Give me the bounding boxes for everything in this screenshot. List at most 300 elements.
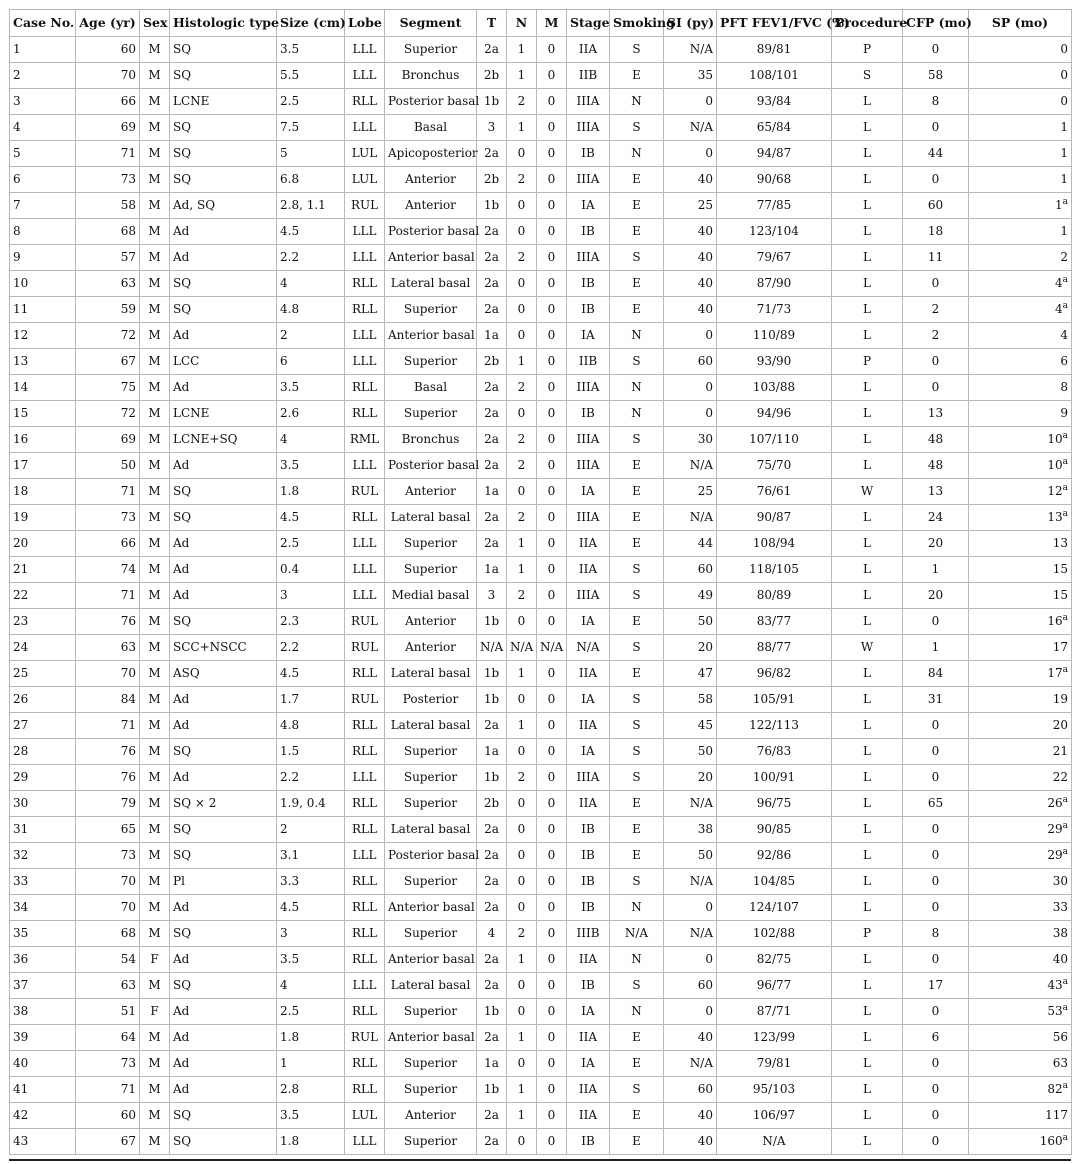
cell-value: 1b bbox=[483, 198, 500, 212]
cell-value: IA bbox=[581, 1004, 595, 1018]
cell-cfp bbox=[903, 973, 969, 999]
cell-smoking bbox=[610, 869, 664, 895]
cell-value: 1b bbox=[483, 1004, 500, 1018]
cell-histologic-type bbox=[170, 1025, 277, 1051]
cell-value: 2.2 bbox=[280, 770, 300, 784]
cell-procedure bbox=[832, 323, 903, 349]
cell-value: RLL bbox=[352, 718, 377, 732]
cell-si bbox=[664, 609, 717, 635]
cell-sex bbox=[140, 531, 170, 557]
cell-procedure bbox=[832, 1025, 903, 1051]
cell-sp bbox=[969, 583, 1072, 609]
cell-value: 20 bbox=[13, 536, 29, 550]
cell-sex bbox=[140, 89, 170, 115]
cell-value: Ad bbox=[173, 250, 190, 264]
cell-value: LLL bbox=[352, 120, 377, 134]
cell-value: 63 bbox=[1052, 1056, 1068, 1070]
cell-t bbox=[477, 791, 507, 817]
cell-value: 1 bbox=[280, 1056, 288, 1070]
cell-value: 90/85 bbox=[756, 822, 792, 836]
cell-value: 50 bbox=[120, 458, 136, 472]
cell-value: 66 bbox=[120, 536, 136, 550]
table-row bbox=[10, 791, 1072, 817]
cell-value: 0 bbox=[931, 770, 940, 784]
header-smoking: Smoking bbox=[610, 10, 664, 37]
cell-pft bbox=[717, 921, 832, 947]
cell-age bbox=[76, 1129, 140, 1155]
cell-value: SQ bbox=[173, 926, 192, 940]
cell-value: L bbox=[863, 874, 871, 888]
cell-value: 1 bbox=[517, 120, 526, 134]
cell-age bbox=[76, 973, 140, 999]
cell-m bbox=[537, 115, 567, 141]
cell-value: N bbox=[631, 146, 642, 160]
cell-value: Superior bbox=[403, 1082, 458, 1096]
cell-value: L bbox=[863, 224, 871, 238]
cell-cfp bbox=[903, 89, 969, 115]
cell-sp bbox=[969, 973, 1072, 999]
cell-value: 122/113 bbox=[749, 718, 799, 732]
cell-sp bbox=[969, 1103, 1072, 1129]
cell-cfp bbox=[903, 843, 969, 869]
cell-value: 3 bbox=[280, 926, 288, 940]
cell-sex bbox=[140, 375, 170, 401]
cell-value: 0 bbox=[517, 874, 526, 888]
cell-value: 0 bbox=[517, 692, 526, 706]
cell-size bbox=[277, 921, 345, 947]
cell-case-no bbox=[10, 1103, 76, 1129]
cell-smoking bbox=[610, 1051, 664, 1077]
cell-value: F bbox=[150, 952, 159, 966]
cell-value: M bbox=[148, 874, 161, 888]
cell-value: LLL bbox=[352, 978, 377, 992]
cell-value: LLL bbox=[352, 328, 377, 342]
cell-value: 0 bbox=[547, 510, 556, 524]
cell-segment bbox=[385, 63, 477, 89]
cell-value: LLL bbox=[352, 536, 377, 550]
cell-n bbox=[507, 895, 537, 921]
cell-pft bbox=[717, 479, 832, 505]
cell-case-no bbox=[10, 531, 76, 557]
cell-value: 104/85 bbox=[752, 874, 796, 888]
cell-value: 16 bbox=[1047, 614, 1063, 628]
cell-lobe bbox=[345, 817, 385, 843]
cell-value: 0 bbox=[931, 120, 940, 134]
cell-value: M bbox=[148, 120, 161, 134]
cell-value: L bbox=[863, 172, 871, 186]
cell-value: 1a bbox=[484, 1056, 499, 1070]
cell-value: M bbox=[148, 458, 161, 472]
cell-lobe bbox=[345, 947, 385, 973]
cell-stage bbox=[567, 427, 610, 453]
cell-smoking bbox=[610, 349, 664, 375]
cell-smoking bbox=[610, 713, 664, 739]
cell-value: Ad bbox=[173, 770, 190, 784]
cell-value: RLL bbox=[352, 952, 377, 966]
cell-cfp bbox=[903, 739, 969, 765]
cell-value: RUL bbox=[350, 614, 379, 628]
cell-lobe bbox=[345, 401, 385, 427]
cell-n bbox=[507, 609, 537, 635]
cell-value: Lateral basal bbox=[390, 276, 471, 290]
cell-value: IIIA bbox=[576, 510, 600, 524]
cell-smoking bbox=[610, 479, 664, 505]
cell-value: 20 bbox=[697, 640, 713, 654]
cell-pft bbox=[717, 401, 832, 427]
cell-histologic-type bbox=[170, 635, 277, 661]
cell-t bbox=[477, 245, 507, 271]
cell-cfp bbox=[903, 401, 969, 427]
cell-value: 2.6 bbox=[280, 406, 300, 420]
cell-value: 2 bbox=[280, 822, 288, 836]
cell-value: IIA bbox=[578, 1030, 598, 1044]
cell-value: E bbox=[632, 198, 641, 212]
cell-value: 2 bbox=[517, 380, 526, 394]
cell-value: 3.5 bbox=[280, 458, 300, 472]
cell-si bbox=[664, 635, 717, 661]
cell-t bbox=[477, 1103, 507, 1129]
table-row bbox=[10, 843, 1072, 869]
cell-age bbox=[76, 947, 140, 973]
cell-value: 2.2 bbox=[280, 250, 300, 264]
cell-stage bbox=[567, 765, 610, 791]
cell-value: 17 bbox=[927, 978, 944, 992]
cell-value: 40 bbox=[697, 302, 713, 316]
cell-value: M bbox=[148, 1108, 161, 1122]
cell-value: 0 bbox=[517, 978, 526, 992]
cell-value: 79 bbox=[120, 796, 136, 810]
cell-n bbox=[507, 531, 537, 557]
cell-n bbox=[507, 1051, 537, 1077]
cell-value: 79/67 bbox=[756, 250, 792, 264]
cell-sex bbox=[140, 271, 170, 297]
cell-procedure bbox=[832, 37, 903, 63]
cell-size bbox=[277, 245, 345, 271]
table-row bbox=[10, 349, 1072, 375]
cell-si bbox=[664, 583, 717, 609]
cell-value: 2a bbox=[484, 848, 499, 862]
cell-stage bbox=[567, 947, 610, 973]
cell-value: 124/107 bbox=[749, 900, 799, 914]
cell-value: 2b bbox=[483, 68, 500, 82]
cell-value: 102/88 bbox=[752, 926, 796, 940]
cell-value: E bbox=[632, 458, 641, 472]
cell-value: IIIA bbox=[576, 432, 600, 446]
cell-n bbox=[507, 89, 537, 115]
cell-m bbox=[537, 921, 567, 947]
cell-value: 0 bbox=[705, 952, 713, 966]
cell-size bbox=[277, 557, 345, 583]
cell-si bbox=[664, 817, 717, 843]
cell-value: 1 bbox=[517, 42, 526, 56]
cell-value: 6 bbox=[931, 1030, 940, 1044]
footnote-marker: a bbox=[1062, 1133, 1068, 1143]
header-lobe: Lobe bbox=[345, 10, 385, 37]
cell-value: 2a bbox=[484, 900, 499, 914]
cell-age bbox=[76, 427, 140, 453]
cell-value: L bbox=[863, 302, 871, 316]
cell-value: 73 bbox=[120, 1056, 136, 1070]
footnote-marker: a bbox=[1062, 795, 1068, 805]
cell-procedure bbox=[832, 375, 903, 401]
cell-pft bbox=[717, 661, 832, 687]
cell-histologic-type bbox=[170, 609, 277, 635]
cell-m bbox=[537, 869, 567, 895]
cell-value: IIA bbox=[578, 796, 598, 810]
table-row bbox=[10, 479, 1072, 505]
cell-cfp bbox=[903, 1051, 969, 1077]
cell-value: 10 bbox=[13, 276, 29, 290]
cell-value: 0.4 bbox=[280, 562, 300, 576]
cell-value: Bronchus bbox=[401, 432, 460, 446]
cell-value: 3 bbox=[487, 120, 496, 134]
cell-size bbox=[277, 947, 345, 973]
cell-value: 26 bbox=[13, 692, 29, 706]
cell-procedure bbox=[832, 999, 903, 1025]
cell-lobe bbox=[345, 427, 385, 453]
cell-m bbox=[537, 167, 567, 193]
cell-value: E bbox=[632, 276, 641, 290]
cell-value: 2a bbox=[484, 42, 499, 56]
cell-value: 2 bbox=[280, 328, 288, 342]
cell-segment bbox=[385, 661, 477, 687]
cell-value: 2a bbox=[484, 978, 499, 992]
cell-t bbox=[477, 609, 507, 635]
cell-value: 19 bbox=[1052, 692, 1068, 706]
cell-value: M bbox=[148, 1056, 161, 1070]
cell-value: SQ bbox=[173, 302, 192, 316]
cell-si bbox=[664, 375, 717, 401]
cell-histologic-type bbox=[170, 583, 277, 609]
cell-value: E bbox=[632, 302, 641, 316]
cell-m bbox=[537, 661, 567, 687]
cell-segment bbox=[385, 739, 477, 765]
cell-value: 28 bbox=[13, 744, 29, 758]
cell-value: 1 bbox=[517, 354, 526, 368]
cell-value: Ad bbox=[173, 900, 190, 914]
cell-value: 51 bbox=[120, 1004, 136, 1018]
cell-value: 17 bbox=[13, 458, 29, 472]
cell-sex bbox=[140, 817, 170, 843]
cell-value: 87/90 bbox=[756, 276, 792, 290]
cell-value: IIIA bbox=[576, 588, 600, 602]
cell-smoking bbox=[610, 37, 664, 63]
cell-value: 2 bbox=[931, 328, 940, 342]
cell-value: IIIA bbox=[576, 770, 600, 784]
cell-t bbox=[477, 1077, 507, 1103]
cell-value: Anterior basal bbox=[388, 250, 475, 264]
cell-n bbox=[507, 193, 537, 219]
cell-n bbox=[507, 297, 537, 323]
cell-value: IB bbox=[581, 900, 595, 914]
cell-value: 0 bbox=[547, 328, 556, 342]
cell-sp bbox=[969, 531, 1072, 557]
cell-value: 93/90 bbox=[756, 354, 792, 368]
cell-value: 0 bbox=[517, 302, 526, 316]
cell-si bbox=[664, 219, 717, 245]
cell-si bbox=[664, 843, 717, 869]
cell-value: N/A bbox=[576, 640, 600, 654]
cell-value: 2a bbox=[484, 1030, 499, 1044]
cell-value: LLL bbox=[352, 224, 377, 238]
cell-value: 1b bbox=[483, 94, 500, 108]
cell-m bbox=[537, 817, 567, 843]
cell-sp bbox=[969, 895, 1072, 921]
table-row bbox=[10, 505, 1072, 531]
cell-value: 2b bbox=[483, 172, 500, 186]
cell-m bbox=[537, 453, 567, 479]
cell-pft bbox=[717, 453, 832, 479]
cell-value: M bbox=[148, 354, 161, 368]
cell-m bbox=[537, 973, 567, 999]
cell-histologic-type bbox=[170, 1129, 277, 1155]
cell-value: 30 bbox=[13, 796, 29, 810]
cell-value: Ad, SQ bbox=[173, 198, 216, 212]
cell-value: 0 bbox=[547, 1108, 556, 1122]
cell-histologic-type bbox=[170, 1103, 277, 1129]
cell-value: Superior bbox=[403, 406, 458, 420]
cell-procedure bbox=[832, 713, 903, 739]
cell-segment bbox=[385, 1077, 477, 1103]
table-row bbox=[10, 635, 1072, 661]
footnote-marker: a bbox=[1062, 821, 1068, 831]
cell-stage bbox=[567, 271, 610, 297]
cell-value: 0 bbox=[517, 224, 526, 238]
cell-procedure bbox=[832, 141, 903, 167]
cell-value: Superior bbox=[403, 1056, 458, 1070]
cell-pft bbox=[717, 739, 832, 765]
cell-value: 45 bbox=[697, 718, 713, 732]
cell-histologic-type bbox=[170, 453, 277, 479]
cell-sex bbox=[140, 687, 170, 713]
cell-value: 0 bbox=[547, 744, 556, 758]
cell-value: 0 bbox=[517, 1134, 526, 1148]
table-row bbox=[10, 193, 1072, 219]
cell-m bbox=[537, 583, 567, 609]
cell-pft bbox=[717, 1129, 832, 1155]
cell-value: 12 bbox=[13, 328, 29, 342]
cell-value: 0 bbox=[931, 1056, 940, 1070]
cell-value: Medial basal bbox=[391, 588, 470, 602]
cell-value: SQ bbox=[173, 146, 192, 160]
cell-age bbox=[76, 817, 140, 843]
cell-smoking bbox=[610, 141, 664, 167]
cell-segment bbox=[385, 583, 477, 609]
cell-value: M bbox=[148, 224, 161, 238]
cell-value: 1a bbox=[484, 328, 499, 342]
cell-value: M bbox=[148, 380, 161, 394]
cell-stage bbox=[567, 609, 610, 635]
cell-value: 1 bbox=[931, 562, 940, 576]
cell-value: 74 bbox=[120, 562, 136, 576]
cell-si bbox=[664, 245, 717, 271]
cell-value: 0 bbox=[517, 900, 526, 914]
cell-procedure bbox=[832, 401, 903, 427]
cell-segment bbox=[385, 557, 477, 583]
cell-value: 1 bbox=[1060, 146, 1068, 160]
cell-value: L bbox=[863, 1056, 871, 1070]
cell-value: N/A bbox=[689, 796, 713, 810]
cell-value: IA bbox=[581, 328, 595, 342]
cell-segment bbox=[385, 115, 477, 141]
cell-n bbox=[507, 115, 537, 141]
cell-value: 0 bbox=[547, 250, 556, 264]
cell-procedure bbox=[832, 869, 903, 895]
cell-sp bbox=[969, 1129, 1072, 1155]
cell-lobe bbox=[345, 557, 385, 583]
cell-pft bbox=[717, 245, 832, 271]
cell-cfp bbox=[903, 1025, 969, 1051]
cell-histologic-type bbox=[170, 713, 277, 739]
table-row bbox=[10, 687, 1072, 713]
cell-pft bbox=[717, 37, 832, 63]
cell-lobe bbox=[345, 531, 385, 557]
cell-smoking bbox=[610, 89, 664, 115]
cell-sex bbox=[140, 973, 170, 999]
cell-segment bbox=[385, 141, 477, 167]
cell-value: M bbox=[148, 692, 161, 706]
cell-value: 54 bbox=[120, 952, 136, 966]
cell-value: 2 bbox=[517, 926, 526, 940]
cell-segment bbox=[385, 843, 480, 869]
cell-t bbox=[477, 869, 507, 895]
cell-value: 33 bbox=[13, 874, 29, 888]
cell-histologic-type bbox=[170, 869, 277, 895]
cell-value: 21 bbox=[13, 562, 29, 576]
cell-value: 108/94 bbox=[752, 536, 796, 550]
cell-value: 0 bbox=[547, 1134, 556, 1148]
cell-value: SQ × 2 bbox=[173, 796, 217, 810]
cell-size bbox=[277, 1025, 345, 1051]
cell-sex bbox=[140, 1025, 170, 1051]
cell-value: P bbox=[862, 926, 872, 940]
cell-size bbox=[277, 297, 345, 323]
cell-si bbox=[664, 1129, 717, 1155]
cell-m bbox=[537, 219, 567, 245]
cell-procedure bbox=[832, 973, 903, 999]
cell-procedure bbox=[832, 271, 903, 297]
cell-value: L bbox=[863, 796, 871, 810]
cell-value: 0 bbox=[931, 900, 940, 914]
cell-smoking bbox=[610, 1103, 664, 1129]
cell-histologic-type bbox=[170, 141, 277, 167]
cell-age bbox=[76, 193, 140, 219]
cell-value: 110/89 bbox=[752, 328, 796, 342]
cell-value: 0 bbox=[931, 1134, 940, 1148]
cell-case-no bbox=[10, 245, 76, 271]
cell-age bbox=[76, 687, 140, 713]
cell-procedure bbox=[832, 895, 903, 921]
cell-cfp bbox=[903, 141, 969, 167]
cell-value: 0 bbox=[931, 718, 940, 732]
cell-value: RLL bbox=[352, 822, 377, 836]
cell-stage bbox=[567, 245, 610, 271]
cell-value: Superior bbox=[403, 926, 458, 940]
table-row bbox=[10, 817, 1072, 843]
cell-value: Bronchus bbox=[401, 68, 460, 82]
cell-sp bbox=[969, 713, 1072, 739]
cell-m bbox=[537, 1103, 567, 1129]
cell-value: M bbox=[148, 900, 161, 914]
cell-value: 1.7 bbox=[280, 692, 300, 706]
table-row bbox=[10, 167, 1072, 193]
cell-value: S bbox=[632, 718, 641, 732]
cell-sp bbox=[969, 843, 1072, 869]
cell-age bbox=[76, 531, 140, 557]
cell-sex bbox=[140, 869, 170, 895]
cell-value: L bbox=[863, 146, 871, 160]
cell-value: SQ bbox=[173, 1108, 192, 1122]
